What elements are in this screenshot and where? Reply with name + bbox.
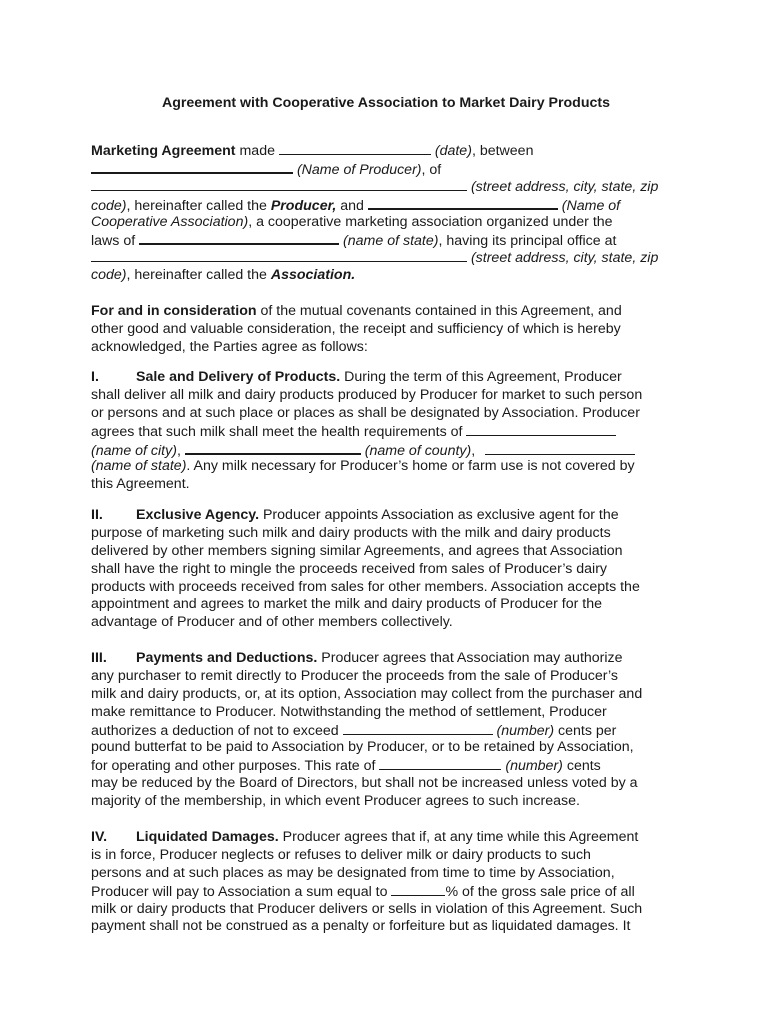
section-liquidated-damages: IV. Liquidated Damages. Producer agrees that if, at any time while this Agreement is in force, Producer neglects or refuses to deliver milk or dairy products to such persons and at such places as may be designated from time to time by Association, Producer will pay to Association a sum equal to % of the gross sale price of all milk or dairy products that Producer delivers or sells in violation of this Agreement. Such payment shall not be construed as a penalty or forfeiture but as liquidated damages. It	[91, 829, 643, 935]
section-number: I.	[91, 369, 99, 385]
section-heading: Payments and Deductions.	[136, 650, 318, 666]
producer-address-blank[interactable]	[91, 178, 467, 191]
rate-cents-blank[interactable]	[379, 757, 501, 770]
document-title: Agreement with Cooperative Association to Market Dairy Products	[161, 95, 611, 111]
state-name-blank[interactable]	[485, 442, 635, 455]
section-exclusive-agency: II. Exclusive Agency. Producer appoints Association as exclusive agent for the purpose of marketing such milk and dairy products with the milk and dairy products delivered by other members signing similar Agreements, and agrees that Association shall have the right to mingle the proceeds received from sales of Producer’s dairy products with proceeds received from sales for other members. Association accepts the appointment and agrees to market the milk and dairy products of Producer for the advantage of Producer and of other members collectively.	[91, 507, 640, 631]
association-address-blank[interactable]	[91, 249, 467, 262]
association-defined-term: Association.	[270, 267, 356, 284]
county-blank[interactable]	[185, 441, 361, 455]
section-number: II.	[91, 507, 103, 523]
producer-defined-term: Producer,	[270, 197, 337, 214]
section-payments-and-deductions: III. Payments and Deductions. Producer agrees that Association may authorize any purchaser to remit directly to Producer the proceeds from the sale of Producer’s milk and dairy products, or, at its option, Association may collect from the purchaser and make remittance to Producer. Notwithstanding the method of settlement, Producer authorizes a deduction of not to exceed (number) cents per pound butterfat to be paid to Association by Producer, or to be retained by Association, for operating and other purposes. This rate of (number) cents may be reduced by the Board of Directors, but shall not be increased unless voted by a majority of the membership, in which event Producer agrees to such increase.	[91, 650, 643, 810]
section-sale-and-delivery: I. Sale and Delivery of Products. During the term of this Agreement, Producer shall deliver all milk and dairy products produced by Producer for market to such person or persons and at such place or places as shall be designated by Association. Producer agrees that such milk shall meet the health requirements of (name of city), (name of county), (name of state). Any milk necessary for Producer’s home or farm use is not covered by this Agreement.	[91, 369, 643, 493]
percentage-blank[interactable]	[391, 883, 445, 896]
producer-name-blank[interactable]	[91, 160, 293, 174]
intro-paragraph: Marketing Agreement made (date), between (Name of Producer), of (street address, city, state, zip code), hereinafter called the Producer, and (Name of Cooperative Association), a cooperative marketing association organized under the laws of (name of state), having its principal office at (street address, city, state, zip code), hereinafter called the Association.	[91, 143, 659, 284]
section-number: III.	[91, 650, 107, 666]
state-blank[interactable]	[139, 231, 339, 245]
section-heading: Liquidated Damages.	[136, 829, 279, 845]
consideration-paragraph: For and in consideration of the mutual covenants contained in this Agreement, and other good and valuable consideration, the receipt and sufficiency of which is hereby acknowledged, the Parties agree as follows:	[91, 303, 622, 355]
health-requirements-city-blank[interactable]	[466, 423, 616, 436]
section-number: IV.	[91, 829, 108, 845]
date-blank[interactable]	[279, 142, 431, 155]
section-heading: Exclusive Agency.	[136, 507, 260, 523]
association-name-blank[interactable]	[368, 196, 558, 210]
deduction-cents-blank[interactable]	[343, 722, 493, 735]
marketing-agreement-label: Marketing Agreement	[91, 143, 236, 159]
section-heading: Sale and Delivery of Products.	[136, 369, 341, 385]
